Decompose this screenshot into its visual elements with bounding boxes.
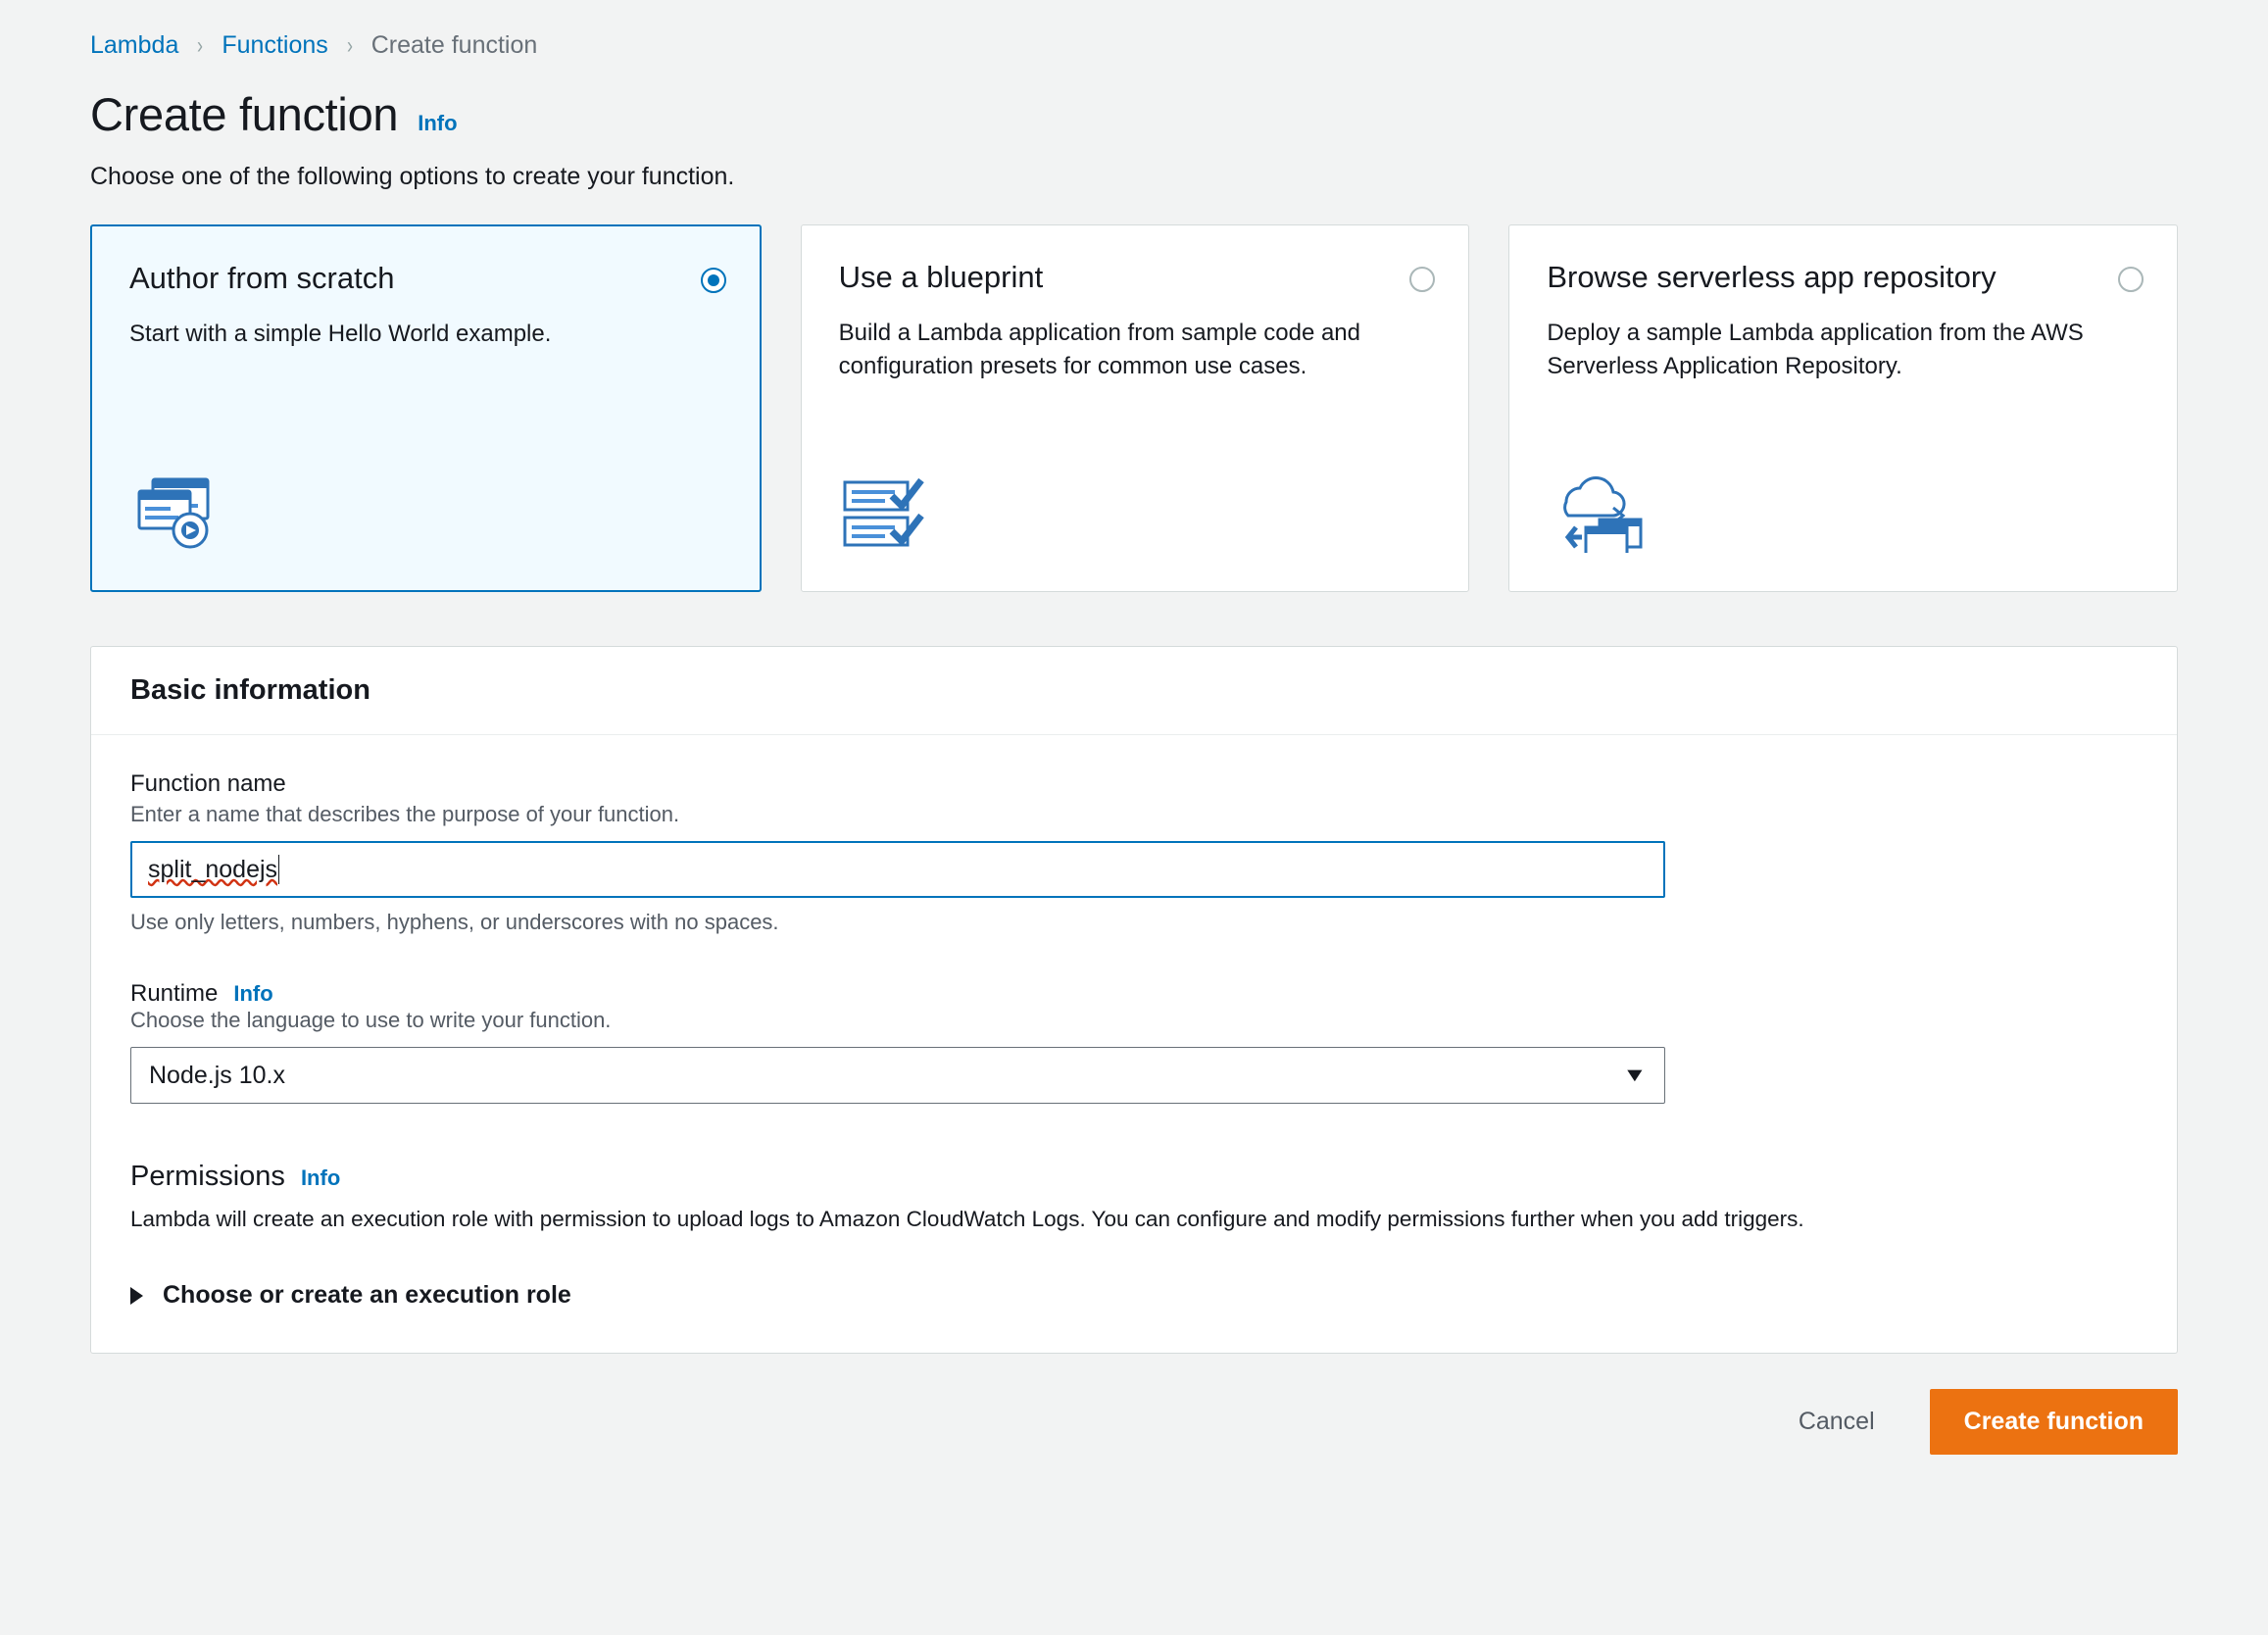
page-title-row — [90, 87, 2178, 141]
page-title: Create function — [90, 88, 399, 140]
option-card-header — [129, 260, 726, 296]
breadcrumb-separator-icon: › — [197, 31, 204, 59]
permissions-info-link[interactable]: Info — [300, 1165, 341, 1190]
basic-information-panel — [90, 646, 2178, 1354]
runtime-label: Runtime — [130, 980, 219, 1007]
function-name-hint: Enter a name that describes the purpose of your function. — [130, 802, 680, 826]
cancel-button[interactable]: Cancel — [1791, 1394, 1883, 1450]
execution-role-expander[interactable] — [130, 1281, 2138, 1310]
option-card-title: Use a blueprint — [838, 260, 1044, 294]
breadcrumb-item-functions[interactable]: Functions — [222, 31, 328, 59]
permissions-label: Permissions — [130, 1161, 285, 1192]
permissions-description: Lambda will create an execution role with permission to upload logs to Amazon CloudWatch Logs. You can configure and modify permissions further when you add triggers. — [130, 1207, 1804, 1231]
create-function-button[interactable]: Create function — [1930, 1389, 2178, 1455]
form-actions — [90, 1389, 2178, 1494]
runtime-hint: Choose the language to use to write your function. — [130, 1008, 612, 1032]
function-name-value: split_nodejs — [148, 855, 278, 883]
option-card-browse-serverless-app-repository[interactable] — [1508, 224, 2178, 592]
chevron-down-icon: ▼ — [1622, 1064, 1648, 1086]
option-card-author-from-scratch[interactable] — [90, 224, 762, 592]
option-card-description: Build a Lambda application from sample code and configuration presets for common use cases. — [838, 320, 1360, 380]
function-name-input[interactable] — [130, 841, 1665, 898]
text-caret — [278, 855, 279, 884]
function-name-footnote: Use only letters, numbers, hyphens, or underscores with no spaces. — [130, 910, 779, 934]
breadcrumb-item-lambda[interactable]: Lambda — [90, 31, 179, 59]
runtime-info-link[interactable]: Info — [233, 981, 273, 1006]
option-card-header — [1547, 259, 2144, 295]
execution-role-expander-label: Choose or create an execution role — [163, 1281, 571, 1309]
permissions-title-row — [130, 1161, 2138, 1193]
option-card-title: Browse serverless app repository — [1547, 260, 1997, 294]
blueprint-checklist-icon — [841, 474, 939, 558]
code-window-gear-icon — [131, 473, 225, 557]
option-card-description: Start with a simple Hello World example. — [129, 321, 552, 348]
runtime-select[interactable] — [130, 1047, 1665, 1104]
option-card-description: Deploy a sample Lambda application from the AWS Serverless Application Repository. — [1547, 320, 2084, 380]
radio-browse-serverless-app-repository[interactable] — [2118, 267, 2144, 292]
panel-header — [91, 647, 2177, 735]
runtime-label-row — [130, 980, 2138, 1008]
page-info-link[interactable]: Info — [418, 111, 458, 135]
panel-body — [91, 735, 2177, 1353]
chevron-right-icon — [130, 1287, 143, 1305]
function-name-label: Function name — [130, 770, 286, 797]
cloud-sync-icon — [1549, 471, 1651, 558]
panel-title: Basic information — [130, 674, 370, 706]
breadcrumb — [90, 33, 2178, 58]
option-card-header — [839, 259, 1436, 295]
option-card-use-a-blueprint[interactable] — [801, 224, 1470, 592]
breadcrumb-separator-icon: › — [346, 31, 353, 59]
creation-option-cards — [90, 224, 2178, 592]
breadcrumb-item-create-function: Create function — [370, 31, 538, 59]
radio-use-a-blueprint[interactable] — [1409, 267, 1435, 292]
option-card-title: Author from scratch — [129, 261, 395, 295]
page-subtitle: Choose one of the following options to create your function. — [90, 163, 735, 190]
runtime-selected-value: Node.js 10.x — [149, 1061, 285, 1089]
radio-author-from-scratch[interactable] — [701, 268, 726, 293]
